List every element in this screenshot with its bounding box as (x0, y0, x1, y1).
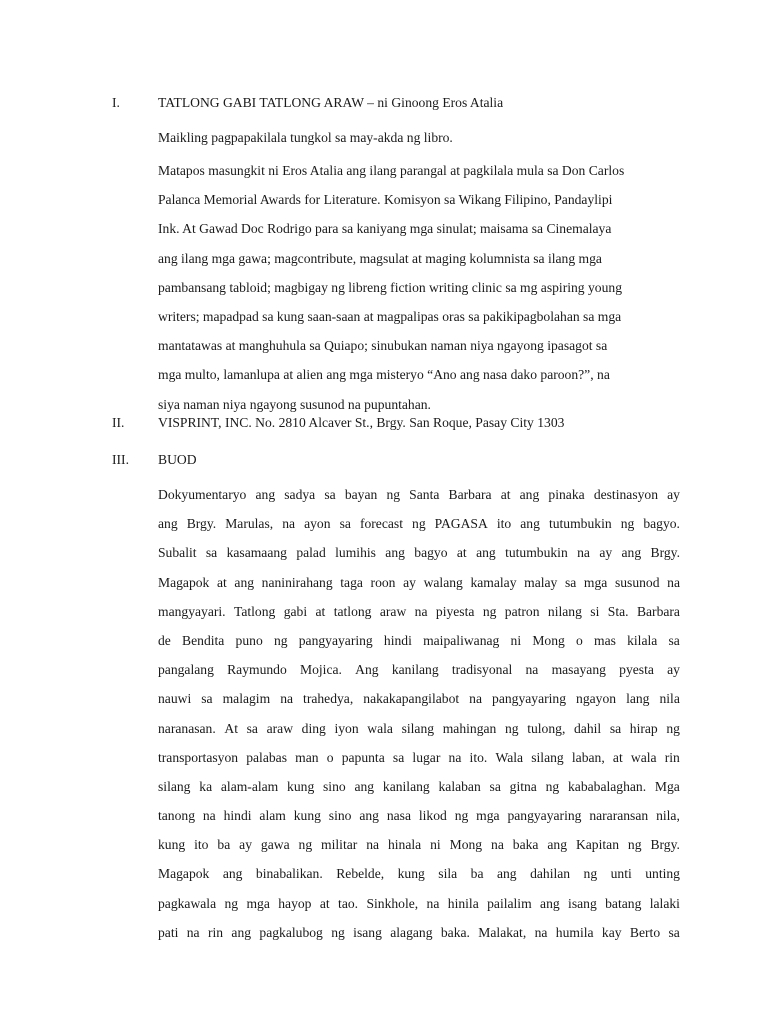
section-heading: BUOD (158, 452, 197, 467)
paragraph-line: transportasyon palabas man o papunta sa lugar na ito. Wala silang laban, at wala rin (158, 749, 680, 765)
paragraph-line: Dokyumentaryo ang sadya sa bayan ng Santa Barbara at ang pinaka destinasyon ay (158, 487, 680, 502)
paragraph-line: Ink. At Gawad Doc Rodrigo para sa kaniyang mga sinulat; maisama sa Cinemalaya (158, 221, 612, 237)
paragraph-line: mantatawas at manghuhula sa Quiapo; sinubukan naman niya ngayong ipasagot sa (158, 338, 608, 354)
publisher-line: VISPRINT, INC. No. 2810 Alcaver St., Brgy. San Roque, Pasay City 1303 (158, 415, 565, 430)
paragraph-line: siya naman niya ngayong susunod na pupuntahan. (158, 396, 431, 412)
section-number: III. (112, 452, 129, 467)
paragraph-line: pagkawala ng mga hayop at tao. Sinkhole, na hinila pailalim ang isang batang lalaki (158, 895, 680, 911)
paragraph-line: mangyayari. Tatlong gabi at tatlong araw na piyesta ng patron nilang si Sta. Barbara (158, 603, 680, 619)
paragraph-line: Magapok at ang naninirahang taga roon ay walang kamalay malay sa mga susunod na (158, 574, 680, 590)
paragraph-line: nauwi sa malagim na trahedya, nakakapangilabot na pangyayaring ngayon lang nila (158, 691, 680, 707)
paragraph-line: ang Brgy. Marulas, na ayon sa forecast ng PAGASA ito ang tutumbukin ng bagyo. (158, 516, 680, 532)
paragraph-line: writers; mapadpad sa kung saan-saan at magpalipas oras sa pakikipagbolahan sa mga (158, 308, 622, 324)
paragraph-line: tanong na hindi alam kung sino ang nasa likod ng mga pangyayaring nararansan nila, (158, 808, 680, 824)
section-subheading: Maikling pagpapakilala tungkol sa may-akda ng libro. (158, 130, 453, 145)
paragraph-line: mga multo, lamanlupa at alien ang mga misteryo “Ano ang nasa dako paroon?”, na (158, 367, 610, 383)
section-number: II. (112, 415, 125, 430)
paragraph-line: Magapok ang binabalikan. Rebelde, kung sila ba ang dahilan ng unti unting (158, 866, 680, 882)
paragraph-line: silang ka alam-alam kung sino ang kanilang kalaban sa gitna ng kababalaghan. Mga (158, 778, 680, 794)
paragraph-line: Palanca Memorial Awards for Literature. Komisyon sa Wikang Filipino, Pandaylipi (158, 192, 613, 208)
paragraph-line: pambansang tabloid; magbigay ng libreng fiction writing clinic sa mg aspiring young (158, 279, 622, 295)
paragraph-line: pati na rin ang pagkalubog ng isang alagang baka. Malakat, na humila kay Berto sa (158, 924, 680, 940)
paragraph-line: Subalit sa kasamaang palad lumihis ang bagyo at ang tutumbukin na ay ang Brgy. (158, 545, 680, 561)
paragraph-line: ang ilang mga gawa; magcontribute, magsulat at maging kolumnista sa ilang mga (158, 250, 602, 266)
paragraph-line: pangalang Raymundo Mojica. Ang kanilang tradisyonal na masayang pyesta ay (158, 662, 680, 678)
paragraph-line: naranasan. At sa araw ding iyon wala silang mahingan ng tulong, dahil sa hirap ng (158, 720, 680, 736)
paragraph-line: kung ito ba ay gawa ng militar na hinala ni Mong na baka ang Kapitan ng Brgy. (158, 837, 680, 853)
paragraph-line: Matapos masungkit ni Eros Atalia ang ilang parangal at pagkilala mula sa Don Carlos (158, 163, 625, 178)
section-heading: TATLONG GABI TATLONG ARAW – ni Ginoong Eros Atalia (158, 95, 504, 110)
section-number: I. (112, 95, 120, 110)
summary-paragraph (158, 487, 680, 954)
paragraph-line: de Bendita puno ng pangyayaring hindi maipaliwanag ni Mong o mas kilala sa (158, 632, 680, 648)
author-paragraph (158, 163, 680, 426)
